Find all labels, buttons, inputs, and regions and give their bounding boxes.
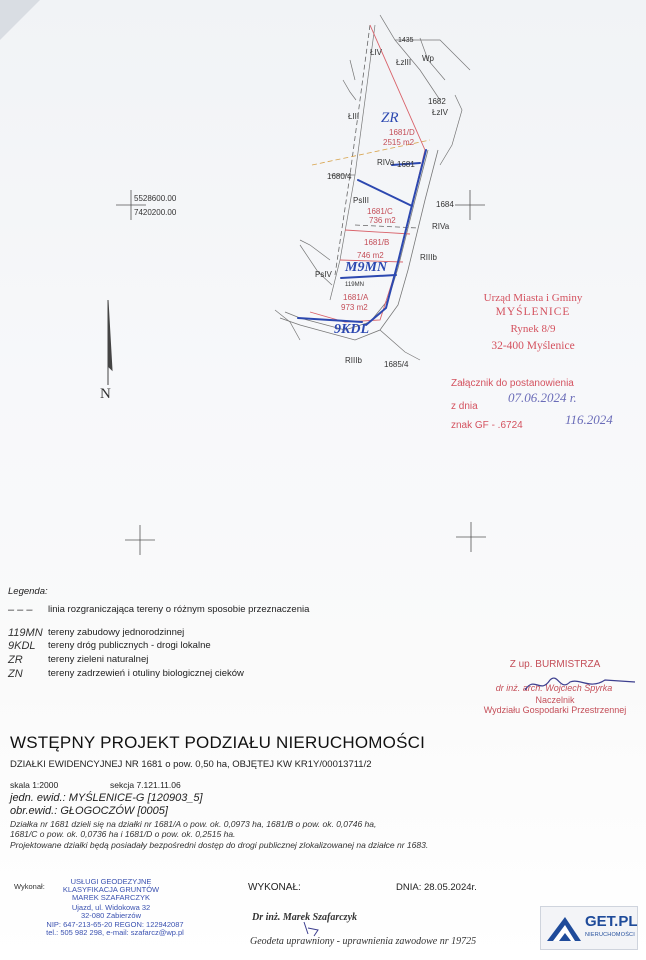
surveyor-license: Geodeta uprawniony - uprawnienia zawodowe nr 19725 <box>250 936 477 947</box>
project-obreb: obr.ewid.: GŁOGOCZÓW [0005] <box>10 805 168 817</box>
soil-label: RIVa <box>377 158 395 167</box>
parcel-label: 1684 <box>436 200 454 209</box>
zone-code-label: 119MN <box>345 282 364 288</box>
stamp-line: Rynek 8/9 <box>510 323 556 335</box>
soil-label: Wp <box>422 54 434 63</box>
soil-label: ŁzIV <box>432 108 449 117</box>
legend-symbol: 119MN <box>8 627 43 639</box>
attachment-sign-value: 116.2024 <box>565 412 613 427</box>
stamp-line: 32-400 Myślenice <box>491 340 575 352</box>
parcel-label: 1680/4 <box>327 172 352 181</box>
stamp-line: Urząd Miasta i Gminy <box>483 292 583 304</box>
attachment-sign-label: znak GF - .6724 <box>451 420 523 431</box>
project-desc: 1681/C o pow. ok. 0,0736 ha i 1681/D o pow. ok. 0,2515 ha. <box>10 829 236 839</box>
legend-item <box>8 627 184 639</box>
project-scale: skala 1:2000 <box>10 780 59 790</box>
soil-label: RIIIb <box>345 356 362 365</box>
parcel-label: 1682 <box>428 97 446 106</box>
project-desc: Działka nr 1681 dzieli się na działki nr 1681/A o pow. ok. 0,0973 ha, 1681/B o pow. ok. 0,0746 ha, <box>10 819 377 829</box>
wykonal-heading: WYKONAŁ: <box>248 882 301 893</box>
footer-date: DNIA: 28.05.2024r. <box>396 882 477 893</box>
coord-northing: 5528600.00 <box>134 194 177 203</box>
soil-label: PsIV <box>315 270 332 279</box>
project-unit: jedn. ewid.: MYŚLENICE-G [120903_5] <box>10 792 203 804</box>
legend-item <box>8 654 148 666</box>
project-desc: Projektowane działki będą posiadały bezpośredni dostęp do drogi publicznej zlokalizowanej na działce nr 1683. <box>10 840 429 850</box>
soil-label: ŁIV <box>370 48 383 57</box>
surveyor-name: Dr inż. Marek Szafarczyk <box>252 912 358 923</box>
legend-item <box>8 604 309 616</box>
soil-label: ŁIII <box>348 112 360 121</box>
parcel-label: 1681/B <box>364 238 390 247</box>
zone-m9mn-label: M9MN <box>345 260 388 275</box>
legend-text: tereny dróg publicznych - drogi lokalne <box>48 640 211 651</box>
parcel-label: 1681/D <box>389 128 415 137</box>
zone-9kdl-label: 9KDL <box>334 322 369 337</box>
attachment-date-label: z dnia <box>451 401 478 412</box>
area-label: 746 m2 <box>357 251 384 260</box>
area-label: 973 m2 <box>341 303 368 312</box>
logo-subtext: NIERUCHOMOŚCI <box>585 932 635 938</box>
house-icon <box>545 911 583 945</box>
soil-label: RIIIb <box>420 253 437 262</box>
cadastral-map <box>0 0 646 440</box>
signature-surveyor <box>300 918 330 938</box>
project-subtitle: DZIAŁKI EWIDENCYJNEJ NR 1681 o pow. 0,50 ha, OBJĘTEJ KW KR1Y/00013711/2 <box>10 759 372 770</box>
stamp-line: MYŚLENICE <box>495 306 571 318</box>
legend-text: tereny zabudowy jednorodzinnej <box>48 627 185 638</box>
mayor-stamp-line: Z up. BURMISTRZA <box>509 659 601 670</box>
soil-label: PsIII <box>353 196 370 205</box>
legend-symbol: 9KDL <box>8 640 36 652</box>
mayor-stamp-line: Naczelnik <box>535 695 575 705</box>
project-section: sekcja 7.121.11.06 <box>110 780 181 790</box>
company-line: tel.: 505 982 298, e-mail: szafarcz@wp.pl <box>46 928 184 937</box>
legend-symbol: ZR <box>8 654 23 666</box>
company-line: NIP: 647-213-65-20 REGON: 122942087 <box>46 920 184 929</box>
legend-item <box>8 640 211 652</box>
parcel-label: 1681 <box>397 160 415 169</box>
legend-text: linia rozgraniczająca tereny o różnym sposobie przeznaczenia <box>48 604 310 615</box>
getpl-logo <box>540 906 638 950</box>
legend-title: Legenda: <box>8 586 48 597</box>
grid-crosses <box>0 520 646 560</box>
soil-label: ŁzIII <box>396 58 412 67</box>
area-label: 2515 m2 <box>383 138 415 147</box>
attachment-date-value: 07.06.2024 r. <box>508 390 577 405</box>
parcel-label: 1435 <box>398 37 414 44</box>
legend-item <box>8 668 244 680</box>
logo-text: GET.PL <box>585 913 638 930</box>
attachment-title: Załącznik do postanowienia <box>451 378 574 389</box>
area-label: 736 m2 <box>369 216 396 225</box>
company-line: USŁUGI GEODEZYJNE <box>70 877 152 886</box>
legend-text: tereny zieleni naturalnej <box>48 654 149 665</box>
company-line: 32-080 Zabierzów <box>80 911 142 920</box>
parcel-label: 1681/C <box>367 207 393 216</box>
mayor-stamp-line: dr inż. arch. Wojciech Spyrka <box>495 683 613 693</box>
coord-easting: 7420200.00 <box>134 208 177 217</box>
legend-symbol: – – – <box>8 604 33 616</box>
legend-symbol: ZN <box>8 668 23 680</box>
mayor-stamp-line: Wydziału Gospodarki Przestrzennej <box>483 705 627 715</box>
company-line: Ujazd, ul. Widokowa 32 <box>71 903 151 912</box>
zone-zr-label: ZR <box>381 110 399 126</box>
legend-text: tereny zadrzewień i otuliny biologicznej cieków <box>48 668 244 679</box>
project-title: WSTĘPNY PROJEKT PODZIAŁU NIERUCHOMOŚCI <box>10 733 426 752</box>
north-label: N <box>100 386 111 402</box>
company-line: KLASYFIKACJA GRUNTÓW <box>62 885 160 894</box>
soil-label: RIVa <box>432 222 450 231</box>
parcel-label: 1685/4 <box>384 360 409 369</box>
parcel-label: 1681/A <box>343 293 369 302</box>
company-line: MAREK SZAFARCZYK <box>72 893 150 902</box>
wykonal-label: Wykonał: <box>14 882 45 891</box>
